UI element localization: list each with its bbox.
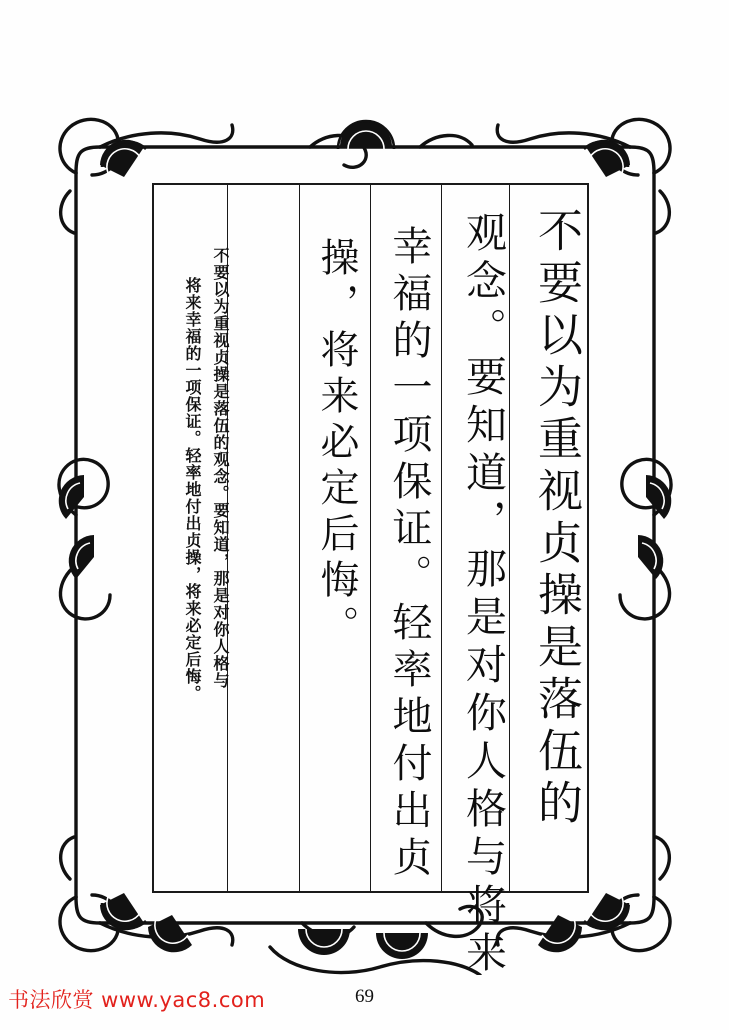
site-watermark: 书法欣赏 www.yac8.com (8, 988, 266, 1012)
brush-text-column-4: 操，将来必定后悔。 (314, 237, 359, 651)
page-number: 69 (355, 986, 374, 1007)
printed-annotation-column-2: 将来幸福的一项保证。轻率地付出贞操，将来必定后悔。 (183, 277, 202, 702)
column-rule (370, 185, 371, 891)
column-rule (299, 185, 300, 891)
column-rule (441, 185, 442, 891)
printed-annotation-column-1: 不要以为重视贞操是落伍的观念。要知道，那是对你人格与 (211, 247, 230, 689)
brush-text-column-3: 幸福的一项保证。轻率地付出贞 (386, 225, 432, 883)
calligraphy-grid (152, 183, 589, 979)
brush-text-column-1: 不要以为重视贞操是落伍的 (530, 207, 583, 831)
column-rule (509, 185, 510, 891)
brush-text-column-2: 观念。要知道，那是对你人格与将来 (459, 211, 507, 979)
